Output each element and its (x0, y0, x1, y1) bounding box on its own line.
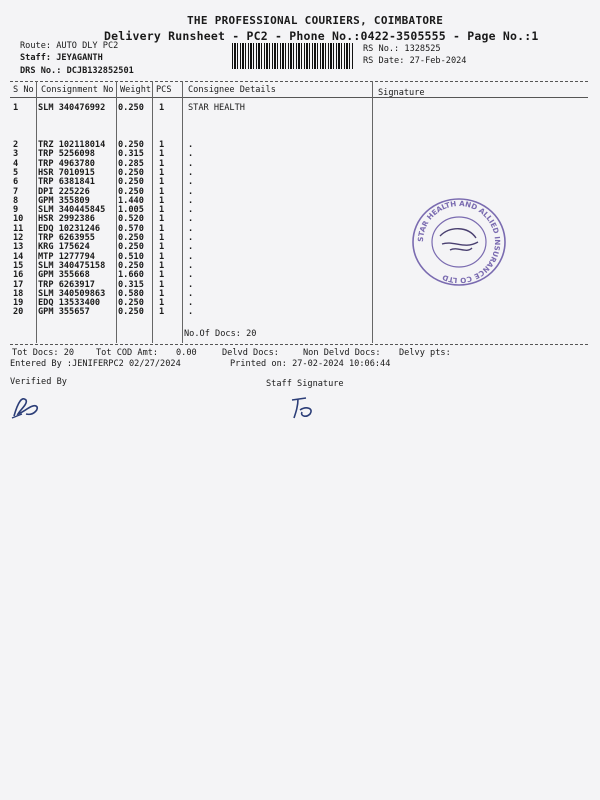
row-weight: 0.510 (118, 251, 144, 262)
row-consignment-no: TRZ 102118014 (38, 140, 106, 150)
row-consignee: . (188, 251, 194, 262)
row-sno: 11 (13, 223, 24, 234)
row-consignee: . (188, 307, 194, 318)
row-consignment-no: TRP 6381841 (38, 177, 95, 188)
row-consignment-no: HSR 7010915 (38, 167, 95, 178)
runsheet-title: Delivery Runsheet - PC2 - Phone No.:0422-3505555 - Page No.:1 (104, 29, 539, 43)
row-weight: 0.250 (118, 242, 144, 253)
verifier-signature (8, 392, 48, 422)
table-row (0, 307, 600, 318)
row-pcs: 1 (159, 242, 165, 253)
row-sno: 12 (13, 233, 24, 243)
row-sno: 8 (13, 195, 19, 206)
verified-by: Verified By (10, 377, 67, 387)
row-pcs: 1 (159, 251, 165, 262)
row-pcs: 1 (159, 288, 165, 299)
row-consignee: . (188, 167, 194, 178)
row-consignment-no: MTP 1277794 (38, 251, 95, 262)
row-consignment-no: HSR 2992386 (38, 214, 95, 225)
entered-by: Entered By :JENIFERPC2 02/27/2024 (10, 359, 181, 369)
col-header-pcs: PCS (156, 85, 172, 95)
delvy-pts: Delvy pts: (399, 348, 451, 358)
table-top-rule (10, 81, 588, 82)
drs-number: DRS No.: DCJB132852501 (20, 66, 134, 76)
row-weight: 0.250 (118, 177, 144, 188)
rs-date: RS Date: 27-Feb-2024 (363, 56, 467, 66)
row-pcs: 1 (159, 307, 165, 318)
row-consignee: . (188, 242, 194, 253)
row-pcs: 1 (159, 167, 165, 178)
company-name: THE PROFESSIONAL COURIERS, COIMBATORE (187, 14, 444, 27)
row-consignment-no: EDQ 10231246 (38, 223, 101, 234)
row-pcs: 1 (159, 233, 165, 243)
row-consignee: . (188, 270, 194, 281)
col-header-consignee: Consignee Details (188, 85, 276, 95)
row-consignee: . (188, 149, 194, 160)
row-consignee: . (188, 260, 194, 271)
row-pcs: 1 (159, 279, 165, 290)
row-pcs: 1 (159, 223, 165, 234)
row-weight: 0.315 (118, 279, 144, 290)
row-pcs: 1 (159, 260, 165, 271)
no-of-docs: No.Of Docs: 20 (184, 329, 257, 339)
row-pcs: 1 (159, 214, 165, 225)
row-pcs: 1 (159, 205, 165, 216)
row-weight: 0.285 (118, 158, 144, 169)
row-sno: 18 (13, 288, 24, 299)
row-consignee: . (188, 158, 194, 169)
row-sno: 19 (13, 298, 24, 309)
col-header-weight: Weight (120, 85, 152, 95)
row-pcs: 1 (159, 298, 165, 309)
row-consignment-no: SLM 340476992 (38, 103, 106, 113)
row-consignee: . (188, 186, 194, 197)
row-weight: 0.250 (118, 186, 144, 197)
row-consignee: . (188, 233, 194, 243)
row-consignee: STAR HEALTH (188, 103, 245, 113)
row-weight: 0.315 (118, 149, 144, 160)
row-sno: 4 (13, 158, 19, 169)
row-weight: 0.250 (118, 140, 144, 150)
col-header-sno: S No (13, 85, 34, 95)
row-consignment-no: KRG 175624 (38, 242, 90, 253)
row-weight: 0.580 (118, 288, 144, 299)
row-weight: 0.250 (118, 298, 144, 309)
row-consignment-no: TRP 4963780 (38, 158, 95, 169)
row-weight: 0.250 (118, 260, 144, 271)
row-pcs: 1 (159, 149, 165, 160)
row-sno: 5 (13, 167, 19, 178)
row-weight: 0.250 (118, 307, 144, 318)
row-weight: 0.250 (118, 103, 144, 113)
row-pcs: 1 (159, 195, 165, 206)
barcode (232, 43, 354, 69)
row-pcs: 1 (159, 177, 165, 188)
row-consignee: . (188, 205, 194, 216)
rs-number: RS No.: 1328525 (363, 44, 441, 54)
row-consignment-no: GPM 355657 (38, 307, 90, 318)
row-weight: 1.005 (118, 205, 144, 216)
row-consignee: . (188, 223, 194, 234)
row-sno: 20 (13, 307, 24, 318)
col-header-signature: Signature (378, 88, 425, 98)
company-stamp (410, 196, 508, 288)
row-sno: 14 (13, 251, 24, 262)
row-weight: 0.250 (118, 167, 144, 178)
tot-cod-label: Tot COD Amt: (96, 348, 159, 358)
row-pcs: 1 (159, 270, 165, 281)
row-sno: 1 (13, 103, 19, 113)
row-consignee: . (188, 298, 194, 309)
row-sno: 13 (13, 242, 24, 253)
row-consignment-no: TRP 6263955 (38, 233, 95, 243)
row-sno: 2 (13, 140, 19, 150)
staff-signature-label: Staff Signature (266, 379, 344, 389)
row-weight: 1.660 (118, 270, 144, 281)
row-consignment-no: TRP 5256098 (38, 149, 95, 160)
row-pcs: 1 (159, 158, 165, 169)
row-weight: 0.250 (118, 233, 144, 243)
row-consignee: . (188, 195, 194, 206)
header-rule (10, 97, 588, 98)
row-consignment-no: GPM 355809 (38, 195, 90, 206)
row-consignment-no: DPI 225226 (38, 186, 90, 197)
row-sno: 3 (13, 149, 19, 160)
svg-text:STAR HEALTH AND ALLIED INSURAN (416, 199, 502, 285)
row-sno: 9 (13, 205, 19, 216)
row-pcs: 1 (159, 186, 165, 197)
row-consignment-no: TRP 6263917 (38, 279, 95, 290)
row-consignment-no: GPM 355668 (38, 270, 90, 281)
row-consignee: . (188, 177, 194, 188)
row-pcs: 1 (159, 103, 165, 113)
row-consignee: . (188, 279, 194, 290)
row-sno: 10 (13, 214, 24, 225)
non-delvd-docs: Non Delvd Docs: (303, 348, 381, 358)
staff-signature (286, 392, 322, 422)
row-sno: 16 (13, 270, 24, 281)
table-bottom-rule (10, 344, 588, 345)
row-weight: 0.520 (118, 214, 144, 225)
row-sno: 17 (13, 279, 24, 290)
staff-label: Staff: JEYAGANTH (20, 53, 103, 63)
row-sno: 6 (13, 177, 19, 188)
row-consignee: . (188, 140, 194, 150)
col-header-consignment: Consignment No (41, 85, 114, 95)
row-consignment-no: SLM 340475158 (38, 260, 106, 271)
row-weight: 1.440 (118, 195, 144, 206)
printed-on: Printed on: 27-02-2024 10:06:44 (230, 359, 391, 369)
stamp-text: STAR HEALTH AND ALLIED INSURANCE CO LTD (415, 198, 503, 286)
row-weight: 0.570 (118, 223, 144, 234)
delvd-docs: Delvd Docs: (222, 348, 279, 358)
row-sno: 15 (13, 260, 24, 271)
tot-cod-value: 0.00 (176, 348, 197, 358)
row-pcs: 1 (159, 140, 165, 150)
row-sno: 7 (13, 186, 19, 197)
row-consignee: . (188, 288, 194, 299)
row-consignment-no: EDQ 13533400 (38, 298, 101, 309)
row-consignment-no: SLM 340509863 (38, 288, 106, 299)
table-row (0, 103, 600, 114)
row-consignment-no: SLM 340445845 (38, 205, 106, 216)
route-label: Route: AUTO DLY PC2 (20, 41, 119, 51)
tot-docs: Tot Docs: 20 (12, 348, 75, 358)
row-consignee: . (188, 214, 194, 225)
